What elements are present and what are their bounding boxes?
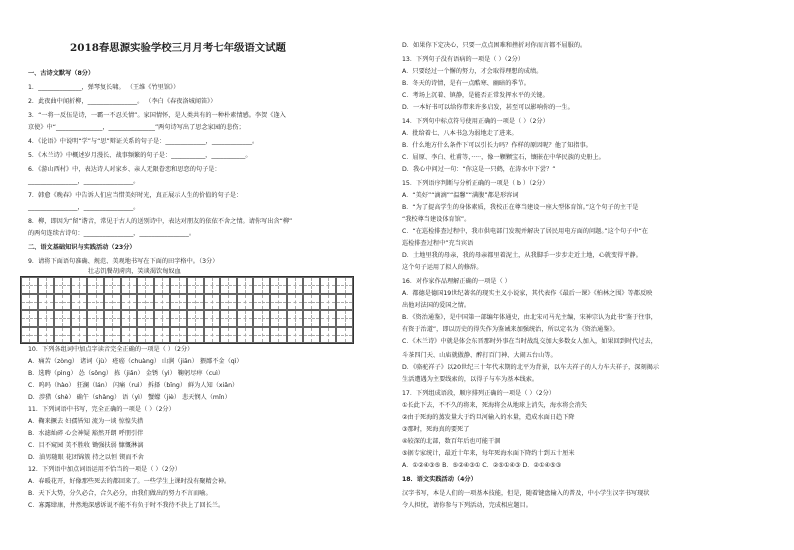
page-title: 2018春思源实验学校三月月考七年级语文试题 [70, 42, 286, 54]
right-line: A．批给着七、八本书急为弱地走了进来。 [402, 130, 518, 137]
right-line: C．屈原、李白、杜甫等，·····，像一颗颗宝石，镶嵌在中华民族的史册上。 [402, 154, 605, 161]
grid-cell[interactable] [154, 294, 171, 311]
right-line: B．《资治通鉴》，是中国第一部编年体通史，由北宋司马光主编，宋神宗认为此书“鉴于往事， [402, 314, 657, 321]
grid-cell[interactable] [170, 310, 187, 327]
left-line: 12．下列语中加点词语运用不恰当的一项是（ ）（2分） [28, 466, 181, 473]
grid-cell[interactable] [220, 310, 237, 327]
grid-cell[interactable] [121, 310, 138, 327]
grid-cell[interactable] [137, 277, 154, 294]
left-line: 4．《论语》中说明“学”与“思”辩证关系的句子是：_____________，_____________。 [28, 138, 259, 145]
grid-cell[interactable] [303, 294, 320, 311]
left-line: ________________，________________。 [28, 204, 140, 211]
right-line: 15．下列语序判断与分析正确的一项是（ b ）（2分） [402, 180, 549, 187]
grid-cell[interactable] [320, 277, 337, 294]
grid-cell[interactable] [237, 327, 254, 344]
left-line: 10．下列各组词中加点字读音完全正确的一项是（ ）（2分） [28, 346, 194, 353]
grid-cell[interactable] [237, 294, 254, 311]
grid-cell[interactable] [220, 327, 237, 344]
grid-cell[interactable] [336, 294, 353, 311]
right-line: D．一本好书可以给你带来许多启发，甚至可以影响你的一生。 [402, 104, 574, 111]
grid-cell[interactable] [38, 277, 55, 294]
grid-cell[interactable] [220, 277, 237, 294]
left-line: 一、古诗文默写（8分） [28, 70, 95, 77]
grid-cell[interactable] [71, 277, 88, 294]
grid-cell[interactable] [154, 277, 171, 294]
left-line: 京使》中“_______________，_______________”两句诗写出了思念家园的悲伤； [28, 124, 245, 131]
grid-cell[interactable] [253, 277, 270, 294]
left-line: D．涉猎（shè） 确午（shǎng） 语（yì） 蟹蠓（jiè） 悲天悯人（mǐn） [28, 394, 231, 401]
grid-cell[interactable] [287, 310, 304, 327]
left-line: 5．《木兰诗》中概述岁月漫长、战事频繁的句子是：___________，___________。 [28, 152, 252, 159]
right-line: A．都德是德国19世纪著名的现实主义小说家，其代表作《最后一课》《柏林之围》等都反映 [402, 290, 653, 297]
right-line: D．如果你下定决心，只要一点点困难和挫折对你而言都不屈服的。 [402, 42, 587, 49]
right-line: “我校尊当建设体育馆”。 [402, 216, 471, 223]
right-line: D．我心中问过一句：“你这是一只鹤，在涛水中下尝？” [402, 166, 556, 173]
left-line: 1．______________，弹琴复长啸。 （王维《竹里馆》） [28, 84, 180, 91]
right-line: B．“为了提高学生的身体素质，我校正在尊当建设一座大型体育馆。”这个句子的主干是 [402, 204, 639, 211]
grid-cell[interactable] [220, 294, 237, 311]
grid-cell[interactable] [187, 277, 204, 294]
grid-cell[interactable] [170, 277, 187, 294]
left-line: B．选聘（pìng） 怂（sǒng） 拣（jiǎn） 金锈（yì） 鞠躬尽瘁（cuì） [28, 370, 224, 377]
grid-cell[interactable] [54, 327, 71, 344]
grid-cell[interactable] [303, 327, 320, 344]
right-line: D．《骆驼祥子》以20世纪三十年代末期的北平为背景，以车夫祥子的人力车夫祥子，深刻揭示 [402, 364, 660, 371]
left-line: C．目不窥园 美不胜收 锄强扶弱 慷慨淋漓 [28, 442, 144, 449]
grid-cell[interactable] [137, 327, 154, 344]
left-line: 的两句连续古诗句：________________，________________。 [28, 230, 196, 237]
grid-cell[interactable] [104, 327, 121, 344]
grid-cell[interactable] [54, 294, 71, 311]
grid-cell[interactable] [87, 294, 104, 311]
grid-cell[interactable] [336, 277, 353, 294]
left-line: C．寡露肆康，井然地深感诉说不能不有负于时不我待不抉上了回长兰。 [28, 502, 225, 509]
grid-cell[interactable] [204, 310, 221, 327]
grid-cell[interactable] [104, 277, 121, 294]
grid-cell[interactable] [38, 294, 55, 311]
grid-cell[interactable] [21, 327, 38, 344]
right-line: B．冬天的诗情，是有一点酷寒、幽暗的季节。 [402, 80, 530, 87]
left-line: B．水滤灿碎 心会神疑 豁然开朗 呼朋引伴 [28, 430, 144, 437]
grid-cell[interactable] [270, 277, 287, 294]
grid-cell[interactable] [154, 310, 171, 327]
grid-cell[interactable] [121, 277, 138, 294]
left-line: 8．柳，即因为“留”谐音，常见于古人的送别诗中，表达对朋友的依依不舍之情。请你写出含“柳” [28, 218, 293, 225]
left-line: 6．《游山西村》中，表达诗人对家乡、亲人无限眷恋和思恋的句子是： [28, 166, 221, 173]
grid-cell[interactable] [270, 294, 287, 311]
grid-cell[interactable] [270, 327, 287, 344]
grid-cell[interactable] [237, 310, 254, 327]
right-line: B．什么地方什么条件下可以引长力吗？作样的原因呢？他了知指事。 [402, 142, 592, 149]
right-column [402, 0, 774, 550]
left-line: B．天下大势，分久必合，合久必分，由我们做出的努力不言而喻。 [28, 490, 212, 497]
right-line: 令人担忧，请你参与下列活动，完成相应题目。 [402, 502, 532, 509]
grid-cell[interactable] [38, 327, 55, 344]
grid-cell[interactable] [287, 294, 304, 311]
left-line: 11．下列词语中书写，完全正确的一项是（ ）（2分） [28, 406, 175, 413]
grid-cell[interactable] [121, 294, 138, 311]
right-line: A．①②④③⑤ B．⑤②④③① C．②⑤①④③ D．②①④⑤③ [402, 462, 562, 469]
right-line: C．“在巡检排查过程中，我市供电部门发现并解决了居民用电方面的问题。”这个句子中“在 [402, 228, 648, 235]
grid-cell[interactable] [87, 310, 104, 327]
grid-cell[interactable] [204, 277, 221, 294]
right-line: ③那时，死海真的要死了 [402, 426, 470, 433]
grid-cell[interactable] [336, 327, 353, 344]
left-line: 3．“一将一反伍是诗，一霸一不忍关情”。家国情怀，是人类共有的一种朴素情感。李贺《逢入 [28, 112, 286, 119]
right-line: ⑤据专家统计，最近十年来，每年死海水面下降约十到五十厘米 [402, 450, 575, 457]
right-line: 巡检排查过程中”充当宾语 [402, 240, 474, 247]
left-line: A．春暖花开，好像那些死去的都回来了。一些学生上课时没有聚精会神。 [28, 478, 231, 485]
grid-cell[interactable] [54, 277, 71, 294]
grid-cell[interactable] [320, 327, 337, 344]
left-line: D．油男随眼 花团锦簇 持之以恒 锲而不舍 [28, 454, 144, 461]
grid-cell[interactable] [54, 310, 71, 327]
grid-cell[interactable] [270, 310, 287, 327]
grid-cell[interactable] [320, 294, 337, 311]
left-line: 壮志饥餐胡虏肉，笑谈渴饮匈奴血 [88, 268, 181, 275]
grid-cell[interactable] [253, 310, 270, 327]
grid-cell[interactable] [71, 294, 88, 311]
writing-grid[interactable] [20, 276, 354, 344]
grid-cell[interactable] [21, 277, 38, 294]
right-line: 斗茶四门天、山庙就傲静、醉打百门神、大闹五台山等。 [402, 352, 557, 359]
left-line: A．鞠来撅去 妇孺皆知 流为一谈 惊惶失措 [28, 418, 144, 425]
right-line: 这个句子运用了拟人的修辞。 [402, 264, 483, 271]
grid-cell[interactable] [287, 327, 304, 344]
left-line: ________________，________________。 [28, 178, 140, 185]
grid-cell[interactable] [137, 310, 154, 327]
grid-cell[interactable] [187, 294, 204, 311]
grid-cell[interactable] [104, 310, 121, 327]
grid-cell[interactable] [253, 294, 270, 311]
left-line: A．痛苦（zòng） 诸词（jù） 疮癌（chuàng） 山涧（jiān） 猥鄙不金（qì） [28, 358, 243, 365]
grid-cell[interactable] [204, 327, 221, 344]
grid-cell[interactable] [237, 277, 254, 294]
grid-cell[interactable] [154, 327, 171, 344]
grid-cell[interactable] [71, 310, 88, 327]
right-line: 13．下列句子没有语病的一项是（ ）（2分） [402, 56, 525, 63]
left-column [28, 0, 396, 550]
grid-cell[interactable] [104, 294, 121, 311]
left-line: C．呜吗（hào） 狂澜（lán） 闪痛（ruì） 拆择（bīng） 鲜为人知（xiǎn） [28, 382, 239, 389]
grid-cell[interactable] [121, 327, 138, 344]
grid-cell[interactable] [21, 294, 38, 311]
left-line: 二、语文基础知识与实践活动（23分） [28, 244, 136, 251]
left-line: 2．此夜曲中闻折柳，________________。 （李白《春夜洛城闻笛》） [28, 98, 217, 105]
right-line: 出他对法国的爱国之情。 [402, 302, 471, 309]
grid-cell[interactable] [71, 327, 88, 344]
right-line: 汉字书写，本是人们的一项基本技能，但是，随着键盘输入的普及，中小学生汉字书写现状 [402, 490, 650, 497]
right-line: C．考场上沉着、镇静，是能否正常发挥水平的关键。 [402, 92, 549, 99]
grid-cell[interactable] [170, 294, 187, 311]
grid-cell[interactable] [38, 310, 55, 327]
grid-cell[interactable] [170, 327, 187, 344]
left-line: 9．请将下面语句准确、规范、美观地书写在下面的田字格中。（3分） [28, 258, 219, 265]
grid-cell[interactable] [336, 310, 353, 327]
grid-cell[interactable] [137, 294, 154, 311]
left-line: 7．韩愈《晚春》中告诉人们应当惜美好时光，真正展示人生的价值的句子是： [28, 192, 243, 199]
grid-cell[interactable] [303, 277, 320, 294]
grid-cell[interactable] [320, 310, 337, 327]
right-line: ④较深的北部，数百年后也可能干涸 [402, 438, 501, 445]
grid-cell[interactable] [187, 310, 204, 327]
grid-cell[interactable] [204, 294, 221, 311]
right-line: 14．下列句中标点符号使用正确的一项是（ ）（2分） [402, 118, 549, 125]
right-line: A．只要经过一个懈的努力，才会取得理想的成绩。 [402, 68, 543, 75]
grid-cell[interactable] [87, 327, 104, 344]
right-line: 生活遭遇为主要线索的，以得子与车为基本线索。 [402, 376, 539, 383]
right-line: 16．对作家作品理解正确的一项是（ ） [402, 278, 511, 285]
right-line: C．《木兰诗》中就是体会东晋那时外事在当时战乱交加大多数女人加入，如果回到时代过去， [402, 338, 657, 345]
right-line: ②由于死海的蒸发量大于约旦河输入的水量，造成水面日趋下降 [402, 414, 575, 421]
right-line: D．土地里我的母亲，我的母亲都里着泥土，从我脚手一步步走近土地，心就变得平静。 [402, 252, 642, 259]
right-line: 18．语文实践活动（4分） [402, 476, 477, 483]
right-line: 17．下列组成语段，顺序排列正确的一项是（ ）（2分） [402, 390, 555, 397]
grid-cell[interactable] [253, 327, 270, 344]
grid-cell[interactable] [287, 277, 304, 294]
right-line: ①长此下去，不不久的将来，死海将会从地球上消失，海水将会消失 [402, 402, 587, 409]
grid-cell[interactable] [187, 327, 204, 344]
grid-cell[interactable] [21, 310, 38, 327]
grid-cell[interactable] [303, 310, 320, 327]
grid-cell[interactable] [87, 277, 104, 294]
right-line: 有资于治道”，即以历史的得失作为鉴诫来加强统治，所以定名为《资治通鉴》。 [402, 326, 619, 333]
right-line: A．“美好”“滴滴”“温馨”“满腹”都是形容词 [402, 192, 519, 199]
